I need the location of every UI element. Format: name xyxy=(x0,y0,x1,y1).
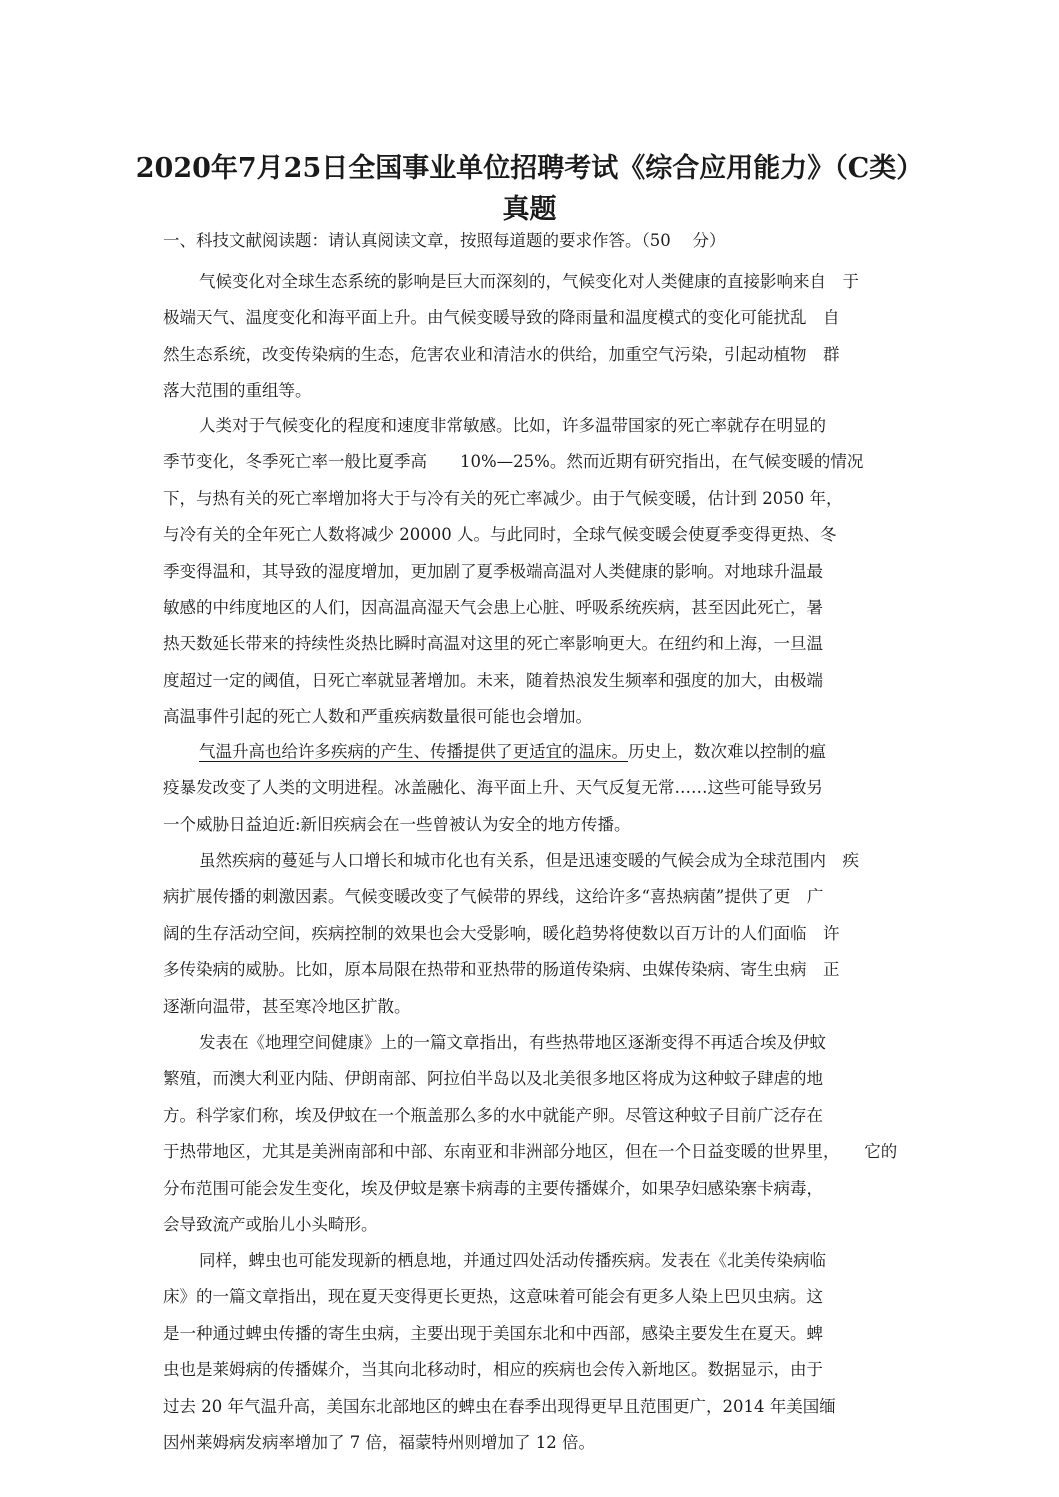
paragraph-line: 发表在《地理空间健康》上的一篇文章指出，有些热带地区逐渐变得不再适合埃及伊蚊 xyxy=(199,1033,826,1052)
paragraph-line: 敏感的中纬度地区的人们，因高温高湿天气会患上心脏、呼吸系统疾病，甚至因此死亡，暑 xyxy=(163,597,823,617)
paragraph-line: 于热带地区，尤其是美洲南部和中部、东南亚和非洲部分地区，但在一个日益变暖的世界里， 它的 xyxy=(163,1142,898,1162)
paragraph-line: 季节变化，冬季死亡率一般比夏季高 10%—25%。然而近期有研究指出，在气候变暖的情况 xyxy=(163,452,864,472)
paragraph-line: 阔的生存活动空间，疾病控制的效果也会大受影响，暖化趋势将使数以百万计的人们面临 许 xyxy=(163,923,840,943)
paragraph-5 xyxy=(163,1025,908,1243)
paragraph-line xyxy=(163,734,908,770)
paragraph-line: 因州莱姆病发病率增加了 7 倍，福蒙特州则增加了 12 倍。 xyxy=(163,1432,595,1452)
paragraph-line: 会导致流产或胎儿小头畸形。 xyxy=(163,1214,378,1234)
title-line-1: 2020年7月25日全国事业单位招聘考试《综合应用能力》（C类） xyxy=(135,153,924,184)
paragraph-line: 病扩展传播的刺激因素。气候变暖改变了气候带的界线，这给许多“喜热病菌”提供了更 广 xyxy=(163,887,824,907)
title-line-2: 真题 xyxy=(502,194,557,225)
paragraph-1 xyxy=(163,264,908,410)
paragraph-line: 季变得温和，其导致的湿度增加，更加剧了夏季极端高温对人类健康的影响。对地球升温最 xyxy=(163,561,823,581)
paragraph-line: 热天数延长带来的持续性炎热比瞬时高温对这里的死亡率影响更大。在纽约和上海，一旦温 xyxy=(163,634,823,654)
underlined-sentence: 气温升高也给许多疾病的产生、传播提供了更适宜的温床。 xyxy=(199,742,628,761)
section-heading: 一、科技文献阅读题：请认真阅读文章，按照每道题的要求作答。（50 分） xyxy=(163,231,726,250)
paragraph-line: 逐渐向温带，甚至寒冷地区扩散。 xyxy=(163,996,411,1016)
paragraph-2 xyxy=(163,408,908,736)
paragraph-line: 与冷有关的全年死亡人数将减少 20000 人。与此同时，全球气候变暖会使夏季变得更热、冬 xyxy=(163,525,837,545)
paragraph-line: 高温事件引起的死亡人数和严重疾病数量很可能也会增加。 xyxy=(163,707,592,727)
paragraph-line: 极端天气、温度变化和海平面上升。由气候变暖导致的降雨量和温度模式的变化可能扰乱 自 xyxy=(163,308,840,328)
paragraph-line: 落大范围的重组等。 xyxy=(163,381,312,401)
paragraph-6 xyxy=(163,1243,908,1461)
document-title xyxy=(100,148,959,230)
paragraph-line: 然生态系统，改变传染病的生态，危害农业和清洁水的供给，加重空气污染，引起动植物 群 xyxy=(163,344,840,364)
paragraph-line: 虫也是莱姆病的传播媒介，当其向北移动时，相应的疾病也会传入新地区。数据显示，由于 xyxy=(163,1360,823,1380)
paragraph-line: 多传染病的威胁。比如，原本局限在热带和亚热带的肠道传染病、虫媒传染病、寄生虫病 正 xyxy=(163,960,840,980)
paragraph-3 xyxy=(163,734,908,843)
paragraph-line: 床》的一篇文章指出，现在夏天变得更长更热，这意味着可能会有更多人染上巴贝虫病。这 xyxy=(163,1287,823,1307)
paragraph-line: 度超过一定的阈值，日死亡率就显著增加。未来，随着热浪发生频率和强度的加大，由极端 xyxy=(163,670,823,690)
paragraph-line: 同样，蜱虫也可能发现新的栖息地，并通过四处活动传播疾病。发表在《北美传染病临 xyxy=(199,1251,826,1270)
paragraph-line: 一个威胁日益迫近:新旧疾病会在一些曾被认为安全的地方传播。 xyxy=(163,814,631,834)
paragraph-4 xyxy=(163,843,908,1025)
paragraph-line-tail: 历史上，数次难以控制的瘟 xyxy=(628,742,826,761)
paragraph-line: 下，与热有关的死亡率增加将大于与冷有关的死亡率减少。由于气候变暖，估计到 2050 年， xyxy=(163,488,843,508)
paragraph-line: 人类对于气候变化的程度和速度非常敏感。比如，许多温带国家的死亡率就存在明显的 xyxy=(199,416,826,435)
paragraph-line: 分布范围可能会发生变化，埃及伊蚊是寨卡病毒的主要传播媒介，如果孕妇感染寨卡病毒， xyxy=(163,1178,823,1198)
paragraph-line: 方。科学家们称，埃及伊蚊在一个瓶盖那么多的水中就能产卵。尽管这种蚊子目前广泛存在 xyxy=(163,1105,823,1125)
paragraph-line: 是一种通过蜱虫传播的寄生虫病，主要出现于美国东北和中西部，感染主要发生在夏天。蜱 xyxy=(163,1323,823,1343)
paragraph-line: 繁殖，而澳大利亚内陆、伊朗南部、阿拉伯半岛以及北美很多地区将成为这种蚊子肆虐的地 xyxy=(163,1069,823,1089)
paragraph-line: 虽然疾病的蔓延与人口增长和城市化也有关系，但是迅速变暖的气候会成为全球范围内 疾 xyxy=(199,851,859,870)
paragraph-line: 疫暴发改变了人类的文明进程。冰盖融化、海平面上升、天气反复无常……这些可能导致另 xyxy=(163,778,823,798)
paragraph-line: 气候变化对全球生态系统的影响是巨大而深刻的，气候变化对人类健康的直接影响来自 于 xyxy=(199,272,859,291)
paragraph-line: 过去 20 年气温升高，美国东北部地区的蜱虫在春季出现得更早且范围更广，2014 年美国缅 xyxy=(163,1396,836,1416)
